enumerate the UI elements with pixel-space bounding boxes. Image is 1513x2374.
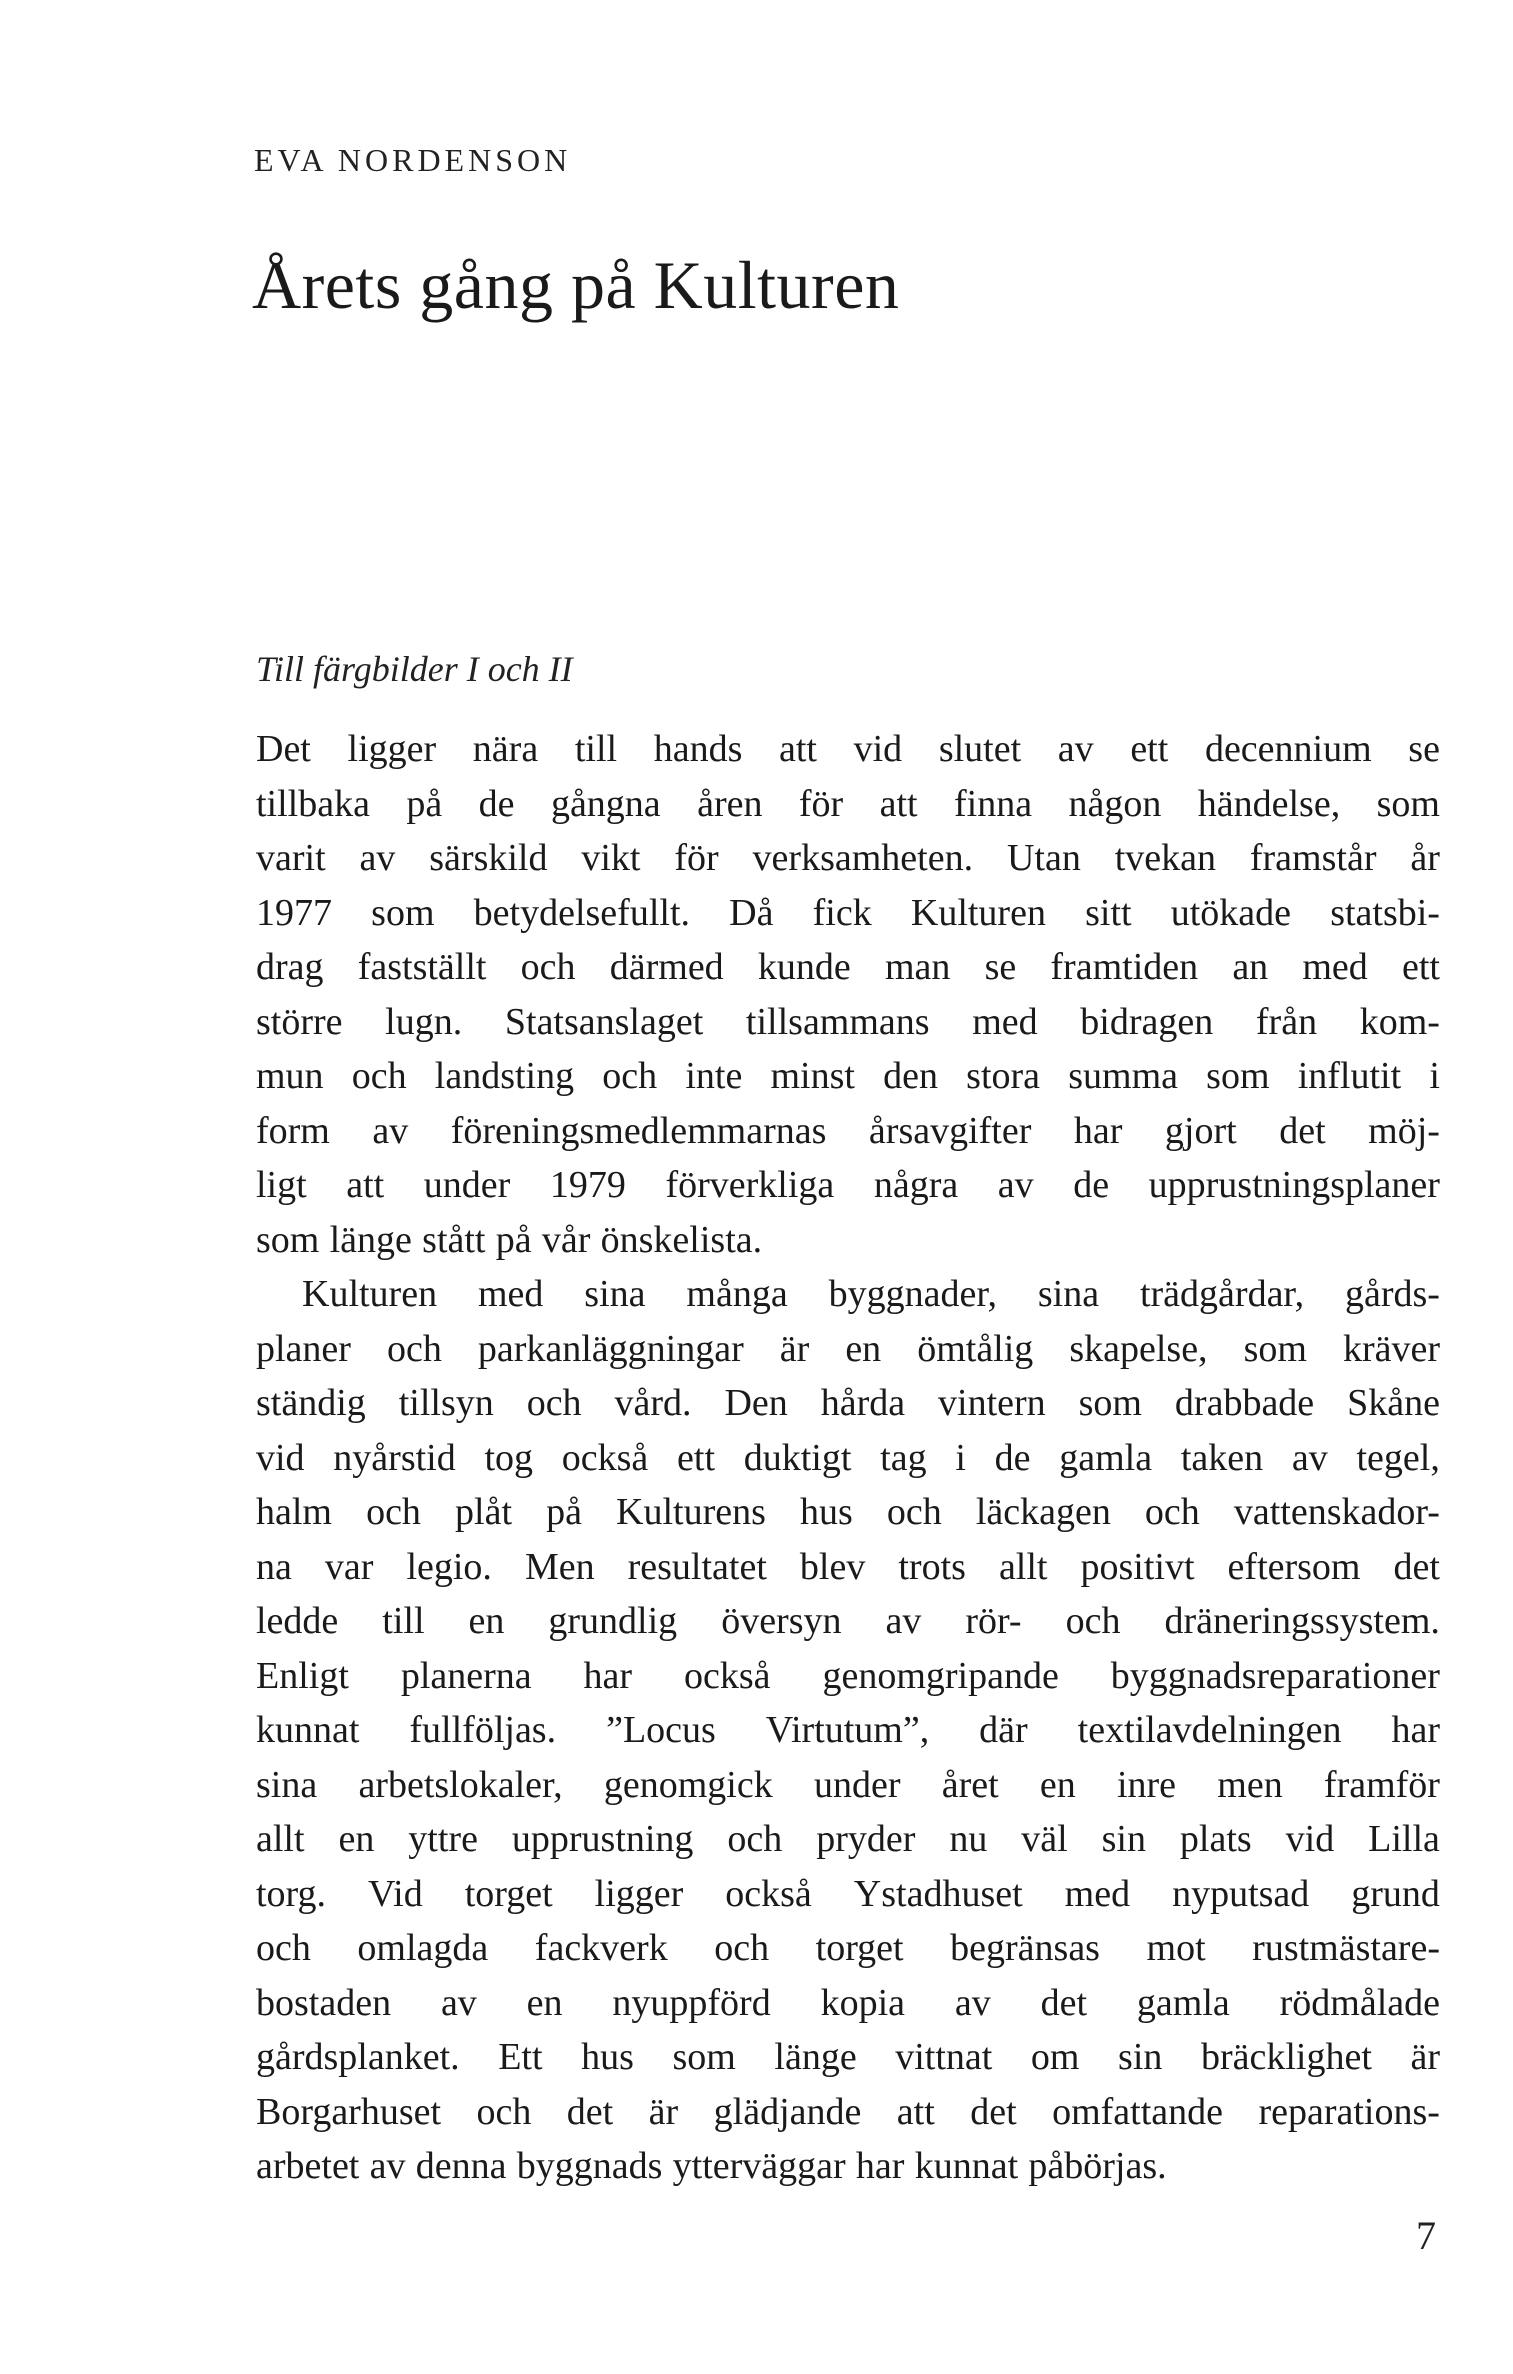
page-number: 7: [1416, 2213, 1436, 2258]
text-line: sina arbetslokaler, genomgick under året en inre men framför: [256, 1763, 1440, 1806]
text-line: Enligt planerna har också genomgripande byggnadsreparationer: [256, 1654, 1440, 1697]
text-line: form av föreningsmedlemmarnas årsavgifter har gjort det möj-: [256, 1109, 1440, 1152]
text-line: kunnat fullföljas. ”Locus Virtutum”, där textilavdelningen har: [256, 1709, 1440, 1751]
text-line: mun och landsting och inte minst den stora summa som influtit i: [256, 1055, 1440, 1097]
text-line: planer och parkanläggningar är en ömtålig skapelse, som kräver: [256, 1327, 1440, 1370]
text-line: arbetet av denna byggnads ytterväggar har kunnat påbörjas.: [256, 2145, 1167, 2187]
text-line: 1977 som betydelsefullt. Då fick Kulturen sitt utökade statsbi-: [256, 891, 1440, 934]
body-text: [256, 722, 1440, 2194]
text-line: ligt att under 1979 förverkliga några av de upprustningsplaner: [256, 1164, 1440, 1206]
text-line: drag fastställt och därmed kunde man se framtiden an med ett: [256, 946, 1440, 988]
text-line: ständig tillsyn och vård. Den hårda vintern som drabbade Skåne: [256, 1382, 1440, 1424]
text-line: allt en yttre upprustning och pryder nu väl sin plats vid Lilla: [256, 1818, 1440, 1860]
text-line: torg. Vid torget ligger också Ystadhuset med nyputsad grund: [256, 1872, 1440, 1915]
article-title: Årets gång på Kulturen: [252, 247, 900, 323]
text-line: Borgarhuset och det är glädjande att det omfattande reparations-: [256, 2090, 1440, 2133]
text-line: som länge stått på vår önskelista.: [256, 1218, 763, 1261]
text-line: vid nyårstid tog också ett duktigt tag i de gamla taken av tegel,: [256, 1436, 1440, 1479]
text-line: halm och plåt på Kulturens hus och läckagen och vattenskador-: [256, 1491, 1440, 1533]
color-plates-note: Till färgbilder I och II: [256, 649, 573, 689]
text-line: bostaden av en nyuppförd kopia av det gamla rödmålade: [256, 1981, 1440, 2024]
text-line: Det ligger nära till hands att vid slutet av ett decennium se: [256, 728, 1440, 770]
author-name: EVA NORDENSON: [254, 142, 572, 178]
text-line: Kulturen med sina många byggnader, sina trädgårdar, gårds-: [302, 1273, 1440, 1315]
text-line: större lugn. Statsanslaget tillsammans med bidragen från kom-: [256, 1000, 1440, 1043]
text-line: gårdsplanket. Ett hus som länge vittnat om sin bräcklighet är: [256, 2036, 1440, 2078]
text-line: na var legio. Men resultatet blev trots allt positivt eftersom det: [256, 1545, 1440, 1588]
text-line: tillbaka på de gångna åren för att finna någon händelse, som: [256, 782, 1440, 825]
text-line: ledde till en grundlig översyn av rör- och dräneringssystem.: [256, 1600, 1440, 1642]
text-line: varit av särskild vikt för verksamheten. Utan tvekan framstår år: [256, 837, 1440, 879]
text-line: och omlagda fackverk och torget begränsas mot rustmästare-: [256, 1927, 1440, 1969]
